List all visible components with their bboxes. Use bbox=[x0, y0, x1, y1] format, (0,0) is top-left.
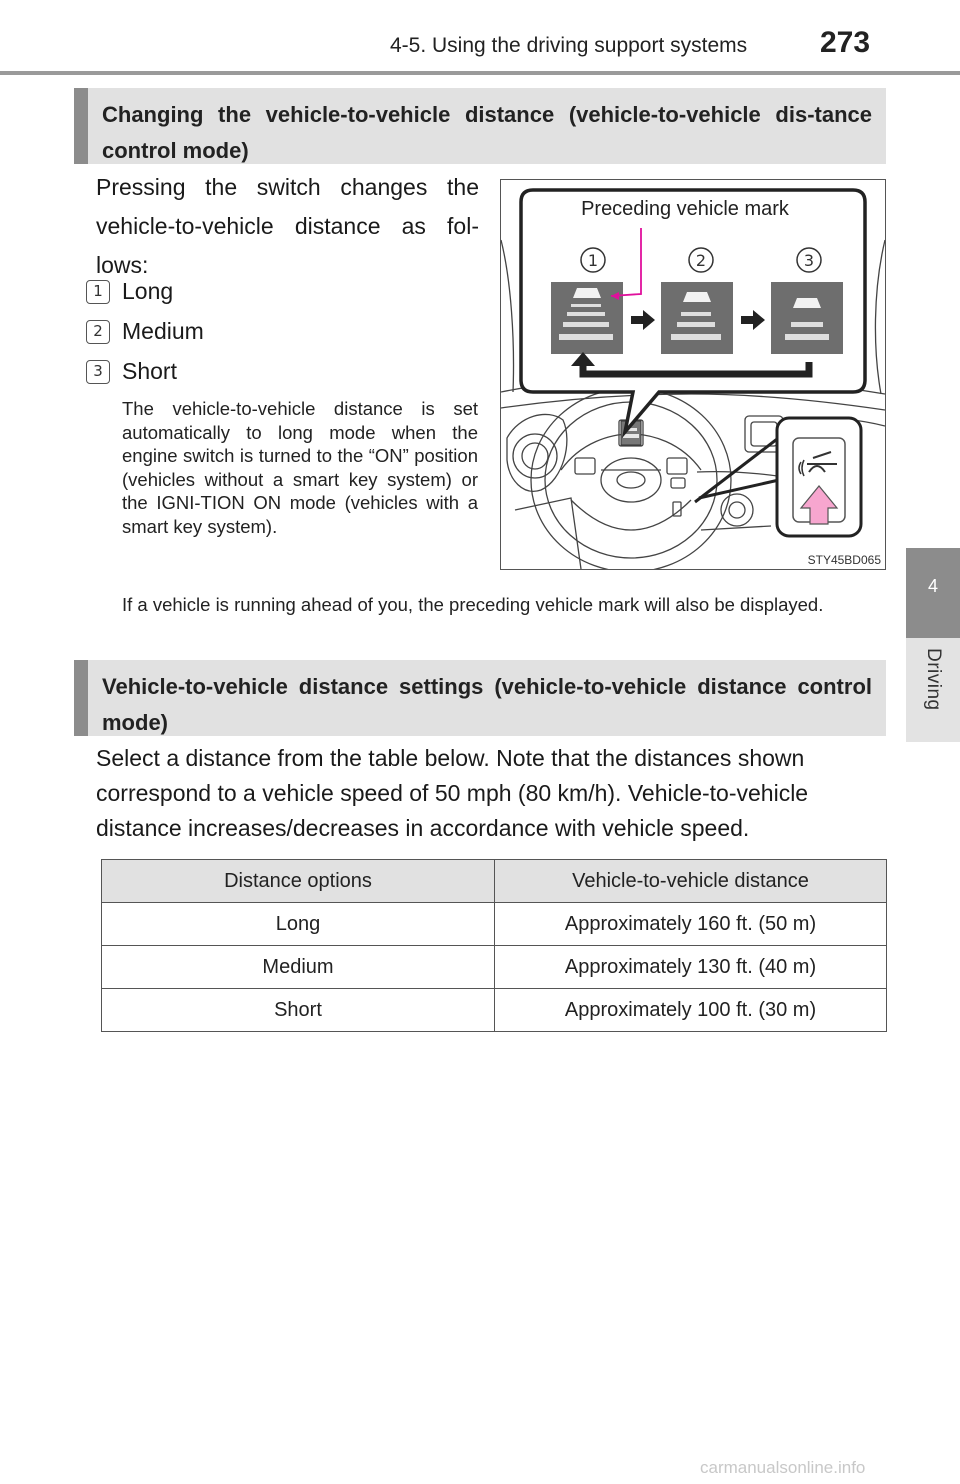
note-auto-long-mode: The vehicle-to-vehicle distance is set automatically to long mode when the engine switch is turned to the “ON” position (vehicles without a smart key system) or the IGNI-TION ON mode (vehicles with a smart key system). bbox=[122, 398, 478, 537]
header-rule bbox=[0, 71, 960, 75]
list-item bbox=[86, 318, 286, 350]
settings-paragraph: Select a distance from the table below. Note that the distances shown correspond to a vehicle speed of 50 mph (80 km/h). Vehicle-to-vehicle distance increases/decreases in accordance with vehicle speed. bbox=[96, 745, 809, 841]
page-number: 273 bbox=[820, 26, 871, 59]
note-preceding-vehicle: If a vehicle is running ahead of you, the preceding vehicle mark will also be displayed. bbox=[122, 594, 824, 615]
chapter-number: 4 bbox=[927, 576, 938, 596]
footer-watermark: carmanualsonline.info bbox=[700, 1458, 866, 1477]
section-title: 4-5. Using the driving support systems bbox=[390, 34, 748, 57]
table-row bbox=[102, 946, 887, 989]
figure-marker-3: 3 bbox=[803, 251, 815, 270]
step-number-2: 2 bbox=[86, 320, 110, 344]
figure-distance-switch bbox=[500, 179, 886, 570]
chapter-label: Driving bbox=[923, 648, 944, 711]
distance-table bbox=[101, 859, 887, 1032]
table-row bbox=[102, 989, 887, 1032]
figure-code: STY45BD065 bbox=[807, 553, 881, 567]
dashboard-illustration bbox=[501, 180, 885, 569]
step-number-3: 3 bbox=[86, 360, 110, 384]
section-heading-distance-settings: Vehicle-to-vehicle distance settings (vehicle-to-vehicle distance control mode) bbox=[74, 660, 886, 736]
intro-paragraph: Pressing the switch changes the vehicle-to-vehicle distance as fol-lows: bbox=[96, 174, 479, 278]
table-cell: Long bbox=[102, 903, 495, 946]
table-cell: Approximately 160 ft. (50 m) bbox=[495, 903, 887, 946]
table-row bbox=[102, 903, 887, 946]
table-cell: Short bbox=[102, 989, 495, 1032]
list-item-label: Short bbox=[122, 358, 177, 384]
table-cell: Medium bbox=[102, 946, 495, 989]
callout-label-preceding-vehicle: Preceding vehicle mark bbox=[581, 198, 789, 220]
list-item bbox=[86, 278, 286, 310]
figure-marker-2: 2 bbox=[695, 251, 707, 270]
section-heading-distance-change: Changing the vehicle-to-vehicle distance (vehicle-to-vehicle dis-tance control mode) bbox=[74, 88, 886, 164]
table-header: Vehicle-to-vehicle distance bbox=[495, 860, 887, 903]
table-header-row bbox=[102, 860, 887, 903]
figure-marker-1: 1 bbox=[587, 251, 599, 270]
list-item bbox=[86, 358, 286, 390]
table-cell: Approximately 100 ft. (30 m) bbox=[495, 989, 887, 1032]
table-cell: Approximately 130 ft. (40 m) bbox=[495, 946, 887, 989]
list-item-label: Long bbox=[122, 278, 174, 304]
table-header: Distance options bbox=[102, 860, 495, 903]
list-item-label: Medium bbox=[122, 318, 204, 344]
step-number-1: 1 bbox=[86, 280, 110, 304]
